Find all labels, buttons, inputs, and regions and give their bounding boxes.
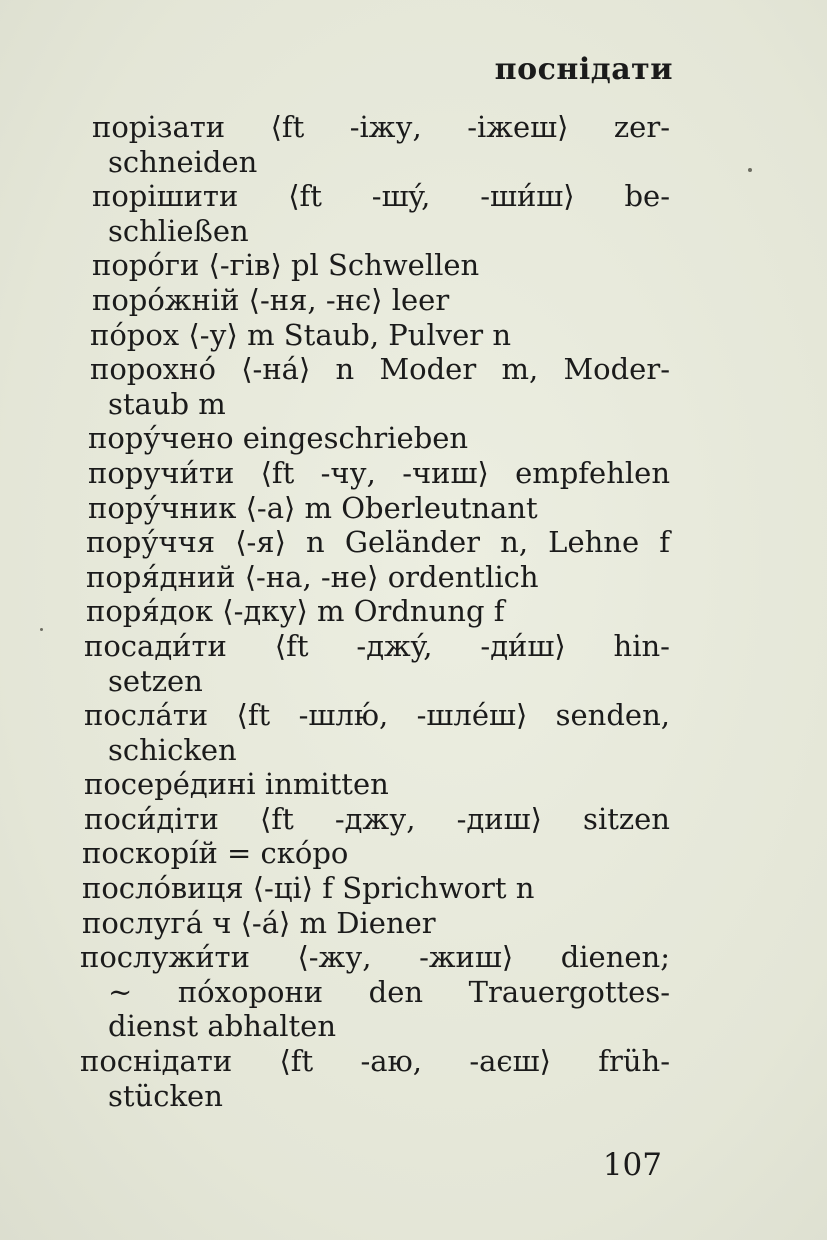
running-head: поснідати xyxy=(494,52,673,87)
entry-line: посла́ти ⟨ft -шлю́, -шле́ш⟩ senden, xyxy=(84,698,670,733)
entry-line: порізати ⟨ft -іжу, -іжеш⟩ zer- xyxy=(92,110,670,144)
entry-line: поро́ги ⟨-гів⟩ pl Schwellen xyxy=(92,248,480,283)
entry-line: поснідати ⟨ft -аю, -аєш⟩ früh- xyxy=(80,1044,670,1079)
entry-line: поро́жній ⟨-ня, -нє⟩ leer xyxy=(92,282,450,317)
entry-continuation: schließen xyxy=(108,213,249,248)
entry-line: посло́виця ⟨-ці⟩ f Sprichwort n xyxy=(82,871,535,906)
entry-line: пору́ччя ⟨-я⟩ n Geländer n, Lehne f xyxy=(86,525,670,560)
entry-line: порохно́ ⟨-на́⟩ n Moder m, Moder- xyxy=(90,352,670,387)
entry-continuation: setzen xyxy=(108,663,203,698)
entry-continuation: schicken xyxy=(108,732,237,767)
entry-line: поручи́ти ⟨ft -чу, -чиш⟩ empfehlen xyxy=(88,455,670,490)
entry-line: поскорі́й = ско́ро xyxy=(82,836,349,871)
entry-line: по́рох ⟨-у⟩ m Staub, Pulver n xyxy=(90,317,512,352)
entry-line: посади́ти ⟨ft -джý, -ди́ш⟩ hin- xyxy=(84,628,670,663)
entry-line: порішити ⟨ft -шý, -ши́ш⟩ be- xyxy=(92,179,670,214)
entry-line: пору́чник ⟨-а⟩ m Oberleutnant xyxy=(88,490,538,525)
dictionary-entries xyxy=(80,110,670,1113)
entry-line: поря́док ⟨-дку⟩ m Ordnung f xyxy=(86,594,505,629)
entry-line: послугá ч ⟨-á⟩ m Diener xyxy=(82,905,436,940)
page-number: 107 xyxy=(602,1147,662,1183)
entry-continuation: staub m xyxy=(108,386,226,421)
entry-continuation: schneiden xyxy=(108,144,258,179)
entry-line: посере́дині inmitten xyxy=(84,767,389,802)
entry-line: пору́чено eingeschrieben xyxy=(88,421,469,456)
entry-line: поси́діти ⟨ft -джу, -диш⟩ sitzen xyxy=(84,801,670,836)
entry-line: поря́дний ⟨-на, -не⟩ ordentlich xyxy=(86,559,539,594)
entry-continuation: stücken xyxy=(108,1078,223,1113)
entry-continuation: ~ по́хорони den Trauergottes- xyxy=(108,974,670,1009)
entry-continuation: dienst abhalten xyxy=(108,1009,337,1044)
paper-speck xyxy=(748,168,752,172)
paper-speck xyxy=(40,628,43,631)
entry-line: послужи́ти ⟨-жу, -жиш⟩ dienen; xyxy=(80,940,670,975)
